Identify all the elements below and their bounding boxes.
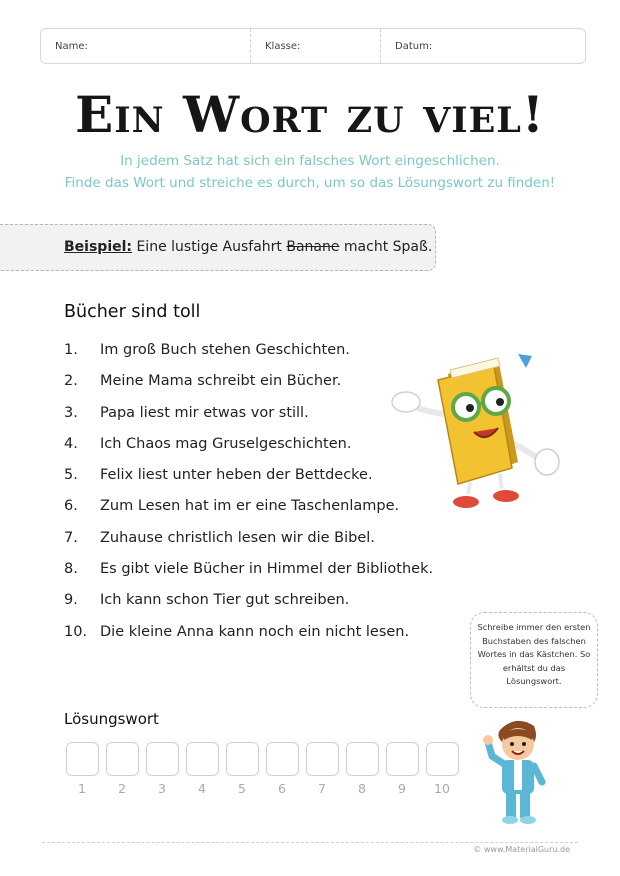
sentence-text: Papa liest mir etwas vor still. [100, 404, 309, 421]
book-mascot-left-shoe [452, 495, 480, 509]
sentence-item[interactable] [64, 592, 433, 623]
example-label: Beispiel: [64, 239, 133, 255]
boy-shirt-collar [514, 760, 522, 790]
book-mascot-left-pupil [466, 404, 474, 412]
boy-left-eye [510, 742, 514, 746]
boy-right-eye [522, 742, 526, 746]
sentence-number: 4. [64, 435, 78, 452]
sentence-number: 1. [64, 342, 78, 358]
sentence-item[interactable] [64, 624, 433, 655]
sentence-text: Felix liest unter heben der Bettdecke. [100, 467, 373, 484]
letter-slot-number: 3 [158, 781, 166, 796]
letter-slot-number: 2 [118, 781, 126, 796]
book-mascot-left-lens [453, 394, 479, 420]
book-mascot-right-pupil [496, 398, 504, 406]
book-mascot-illustration [390, 352, 565, 512]
letter-input-box[interactable] [306, 742, 339, 776]
letter-slot-number: 7 [318, 781, 326, 796]
letter-slot [422, 742, 462, 796]
example-struck-word: Banane [286, 239, 340, 255]
class-label: Klasse: [265, 41, 301, 52]
letter-input-box[interactable] [266, 742, 299, 776]
letter-slot [102, 742, 142, 796]
book-mascot-right-shoe [492, 489, 520, 503]
letter-input-box[interactable] [186, 742, 219, 776]
example-text-before: Eine lustige Ausfahrt [132, 239, 287, 255]
letter-input-box[interactable] [146, 742, 179, 776]
solution-word-title: Lösungswort [64, 710, 159, 728]
sentence-number: 8. [64, 561, 78, 578]
letter-slot [302, 742, 342, 796]
page-title: Ein Wort zu viel! [75, 85, 545, 144]
boy-smile [512, 751, 524, 754]
sentence-number: 6. [64, 498, 78, 515]
footer-divider [42, 842, 578, 843]
hint-speech-bubble: Schreibe immer den ersten Buchstaben des falschen Wortes in das Kästchen. So erhältst du das Lösungswort. [470, 612, 598, 708]
letter-slot-number: 10 [434, 781, 450, 796]
letter-slot [382, 742, 422, 796]
date-field[interactable] [381, 29, 585, 63]
letter-slot [182, 742, 222, 796]
book-mascot-right-glove [535, 449, 559, 475]
letter-input-box[interactable] [426, 742, 459, 776]
letter-input-box[interactable] [106, 742, 139, 776]
example-text-after: macht Spaß. [339, 239, 433, 255]
book-mascot-bookmark [518, 354, 532, 368]
sentence-item[interactable] [64, 342, 433, 373]
student-info-header [40, 28, 586, 64]
sentence-item[interactable] [64, 467, 433, 498]
sentence-number: 2. [64, 373, 78, 390]
boy-left-leg [506, 792, 516, 818]
letter-slot [222, 742, 262, 796]
sentence-item[interactable] [64, 498, 433, 529]
solution-letter-boxes [62, 742, 462, 796]
sentence-text: Zuhause christlich lesen wir die Bibel. [100, 529, 375, 546]
example-sentence [64, 239, 432, 255]
boy-right-shoe [520, 816, 536, 824]
letter-input-box[interactable] [346, 742, 379, 776]
book-mascot-glasses-bridge [479, 403, 483, 404]
book-mascot-right-lens [483, 388, 509, 414]
sentence-number: 3. [64, 404, 78, 421]
sentence-text: Zum Lesen hat im er eine Taschenlampe. [100, 498, 400, 515]
sentence-item[interactable] [64, 436, 433, 467]
sentence-number: 7. [64, 529, 78, 546]
sentence-item[interactable] [64, 405, 433, 436]
sentence-text: Im groß Buch stehen Geschichten. [100, 342, 350, 358]
sentence-text: Die kleine Anna kann noch ein nicht lesen. [100, 623, 410, 640]
footer-copyright: © www.MaterialGuru.de [473, 845, 570, 854]
class-field[interactable] [251, 29, 381, 63]
sentence-item[interactable] [64, 530, 433, 561]
letter-input-box[interactable] [386, 742, 419, 776]
book-mascot-left-glove [392, 392, 420, 412]
letter-slot [342, 742, 382, 796]
instruction-line-2: Finde das Wort und streiche es durch, um so das Lösungswort zu finden! [64, 175, 556, 191]
boy-right-leg [520, 792, 530, 818]
instruction-line-1: In jedem Satz hat sich ein falsches Wort eingeschlichen. [120, 153, 500, 169]
name-label: Name: [55, 41, 88, 52]
letter-input-box[interactable] [66, 742, 99, 776]
name-field[interactable] [41, 29, 251, 63]
letter-input-box[interactable] [226, 742, 259, 776]
sentence-item[interactable] [64, 373, 433, 404]
boy-raised-hand [483, 735, 493, 745]
sentence-number: 10. [64, 623, 88, 640]
date-label: Datum: [395, 41, 433, 52]
sentence-number: 9. [64, 592, 78, 609]
letter-slot-number: 5 [238, 781, 246, 796]
letter-slot [62, 742, 102, 796]
boy-raised-arm [488, 742, 504, 764]
letter-slot-number: 4 [198, 781, 206, 796]
sentence-text: Ich Chaos mag Gruselgeschichten. [100, 435, 352, 452]
sentence-list [64, 342, 433, 655]
section-title: Bücher sind toll [64, 302, 201, 322]
letter-slot-number: 1 [78, 781, 86, 796]
boy-lowered-arm [534, 766, 542, 782]
letter-slot [262, 742, 302, 796]
sentence-text: Ich kann schon Tier gut schreiben. [100, 592, 350, 609]
boy-left-shoe [502, 816, 518, 824]
letter-slot-number: 6 [278, 781, 286, 796]
letter-slot [142, 742, 182, 796]
sentence-number: 5. [64, 467, 78, 484]
sentence-text: Es gibt viele Bücher in Himmel der Bibliothek. [100, 561, 434, 578]
letter-slot-number: 9 [398, 781, 406, 796]
sentence-text: Meine Mama schreibt ein Bücher. [100, 373, 342, 390]
sentence-item[interactable] [64, 561, 433, 592]
letter-slot-number: 8 [358, 781, 366, 796]
boy-character-illustration [478, 712, 558, 827]
